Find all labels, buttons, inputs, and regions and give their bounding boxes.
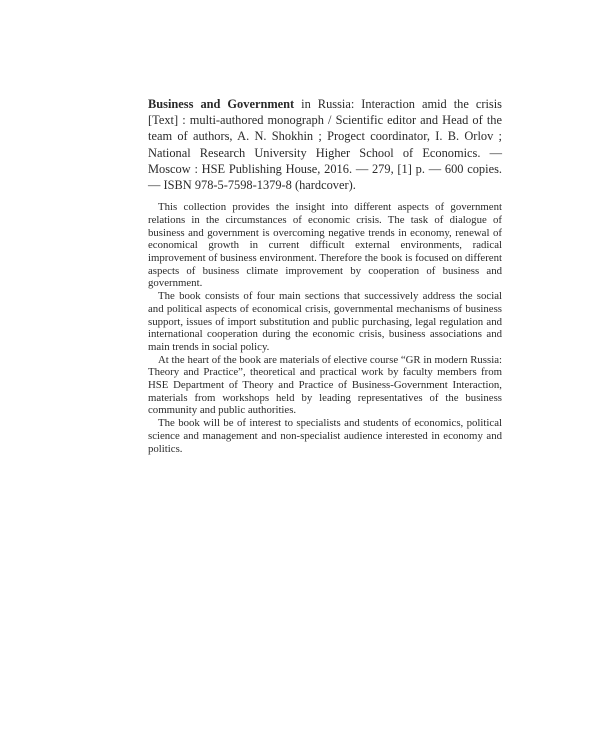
abstract-paragraph-2: The book consists of four main sections that successively address the social and political aspects of economical crisis, governmental mechanisms of business support, issues of import substitution and public purchasing, legal regulation and international cooperation during the economic crisis, business associations and main trends in social policy.: [148, 290, 502, 353]
bibliographic-citation: [148, 96, 502, 193]
bibliographic-block: [148, 96, 502, 455]
abstract-paragraph-3: At the heart of the book are materials of elective course “GR in modern Russia: Theory and Practice”, theoretical and practical work by faculty members from HSE Department of Theory and Practice of Business-Government Interaction, materials from workshops held by leading representatives of the business community and public authorities.: [148, 353, 502, 417]
abstract-paragraph-1: This collection provides the insight into different aspects of government relations in the circumstances of economic crisis. The task of dialogue of business and government is overcoming negative trends in economy, renewal of economical growth in current difficult external environments, radical improvement of business environment. Therefore the book is focused on different aspects of business climate improvement by cooperation of business and government.: [148, 201, 502, 290]
abstract-paragraph-4: The book will be of interest to specialists and students of economics, political science and management and non-specialist audience interested in economy and politics.: [148, 417, 502, 455]
citation-details: in Russia: Interaction amid the crisis [Text] : multi-authored monograph / Scientific editor and Head of the team of authors, A. N. Shokhin ; Progect coordinator, I. B. Orlov ; National Research University Higher School of Economics. — Moscow : HSE Publishing House, 2016. — 279, [1] p. — 600 copies. — ISBN 978-5-7598-1379-8 (hardcover).: [148, 97, 502, 193]
citation-title-bold: Business and Government: [148, 97, 295, 111]
abstract: [148, 201, 502, 455]
